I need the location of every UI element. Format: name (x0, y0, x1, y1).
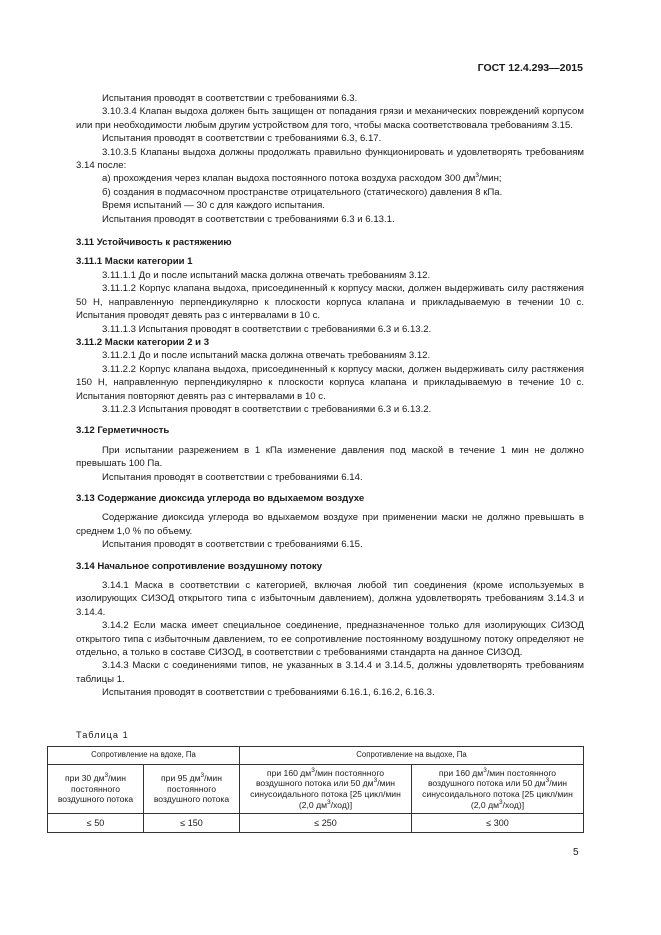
paragraph: Испытания проводят в соответствии с требованиями 6.15. (102, 539, 363, 551)
section-heading: 3.11 Устойчивость к растяжению (76, 237, 232, 249)
paragraph: Испытания проводят в соответствии с требованиями 6.3 и 6.13.1. (102, 213, 395, 225)
text: при 30 дм (65, 773, 105, 784)
text: /мин; (479, 173, 502, 185)
table-cell: ≤ 250 (240, 814, 412, 833)
paragraph: б) создания в подмасочном пространстве отрицательного (статического) давления 8 кПа. (102, 186, 503, 198)
paragraph: Время испытаний — 30 с для каждого испытания. (102, 200, 325, 212)
superscript: 3 (311, 766, 315, 774)
superscript: 3 (104, 772, 109, 780)
text: при 160 дм (266, 767, 312, 778)
superscript: 3 (475, 172, 480, 180)
table-header-row (48, 747, 584, 765)
text: /ход)] (502, 799, 525, 810)
table-cell: ≤ 300 (412, 814, 584, 833)
subheader-cell (412, 765, 584, 814)
superscript: 3 (483, 766, 487, 774)
superscript: 3 (545, 777, 550, 785)
text: /мин постоянного воздушного потока (57, 773, 134, 805)
resistance-table (47, 746, 584, 833)
paragraph: 3.14.1 Маска в соответствии с категорией, включая любой тип соединения (кроме используемых в изолирующих СИЗОД открытого типа с избыточным давлением), должна удовлетворять требованиям 3.14.3 и 3.14.4. (76, 580, 584, 618)
table-subheader-row (48, 765, 584, 814)
paragraph: Испытания проводят в соответствии с требованиями 6.16.1, 6.16.2, 6.16.3. (102, 687, 435, 699)
subheader-cell (48, 765, 144, 814)
paragraph: 3.14.3 Маски с соединениями типов, не указанных в 3.14.4 и 3.14.5, должны удовлетворять требованиям таблицы 1. (76, 660, 584, 685)
subheader-cell (144, 765, 240, 814)
table-cell: ≤ 150 (144, 814, 240, 833)
paragraph: 3.10.3.5 Клапаны выдоха должны продолжать правильно функционировать и удовлетворять требованиям 3.14 после: (76, 146, 584, 172)
text: /мин синусоидального потока [25 цикл/мин (2,0 дм (250, 778, 401, 810)
text: /мин постоянного воздушного потока (153, 773, 230, 805)
superscript: 3 (373, 777, 378, 785)
section-heading: 3.12 Герметичность (76, 425, 170, 437)
paragraph: 3.14.2 Если маска имеет специальное соединение, предназначенное только для изолирующих СИЗОД открытого типа с избыточным давлением, то ее сопротивление постоянному воздушному потоку определяют не отдельно, а только в составе СИЗОД, в соответствии с требованиями стандарта на данное СИЗОД. (76, 620, 584, 659)
text: при 160 дм (438, 767, 484, 778)
section-heading: 3.14 Начальное сопротивление воздушному потоку (76, 560, 323, 572)
table-cell: ≤ 50 (48, 814, 144, 833)
text: /мин постоянного воздушного потока или 50 дм (255, 767, 385, 789)
paragraph: Испытания проводят в соответствии с требованиями 6.3, 6.17. (102, 133, 382, 145)
table-row (48, 814, 584, 833)
header-inhale: Сопротивление на вдохе, Па (48, 747, 240, 765)
paragraph: 3.11.2.1 До и после испытаний маска должна отвечать требованиям 3.12. (102, 350, 431, 362)
paragraph: Испытания проводят в соответствии с требованиями 6.3. (102, 93, 358, 104)
header-exhale: Сопротивление на выдохе, Па (240, 747, 584, 765)
text: а) прохождения через клапан выдоха постоянного потока воздуха расходом 300 дм (102, 173, 476, 185)
subheader-cell (240, 765, 412, 814)
body-text (76, 92, 584, 700)
page-number: 5 (573, 847, 579, 858)
text: при 95 дм (161, 773, 201, 784)
document-number: ГОСТ 12.4.293—2015 (477, 62, 583, 74)
superscript: 3 (327, 798, 331, 806)
text: /мин постоянного воздушного потока или 50 дм (427, 767, 557, 789)
paragraph: 3.11.2.2 Корпус клапана выдоха, присоединенный к корпусу маски, должен выдерживать силу растяжения 150 Н, направленную перпендикулярно к плоскости корпуса клапана и прикладываемую в течение 10 с. Испытания повторяют девять раз с интервалами в 10 с. (76, 363, 584, 402)
text: /ход)] (330, 799, 353, 810)
subsection-heading: 3.11.1 Маски категории 1 (76, 256, 193, 268)
paragraph: 3.10.3.4 Клапан выдоха должен быть защищен от попадания грязи и механических повреждений корпусом или при необходимости любым другим устройством для того, чтобы маска соответствовала требованиям 3.15. (76, 106, 584, 131)
superscript: 3 (200, 772, 205, 780)
text: /мин синусоидального потока [25 цикл/мин (2,0 дм (422, 778, 573, 810)
subsection-heading: 3.11.2 Маски категории 2 и 3 (76, 336, 210, 348)
paragraph: 3.11.2.3 Испытания проводят в соответствии с требованиями 6.3 и 6.13.2. (102, 403, 432, 415)
paragraph: 3.11.1.1 До и после испытаний маска должна отвечать требованиям 3.12. (102, 269, 431, 281)
paragraph (76, 172, 584, 185)
paragraph: Содержание диоксида углерода во вдыхаемом воздухе при применении маски не должно превышать в среднем 1,0 % по объему. (76, 512, 584, 537)
table-caption: Таблица 1 (76, 730, 129, 740)
paragraph: 3.11.1.3 Испытания проводят в соответствии с требованиями 6.3 и 6.13.2. (102, 323, 432, 335)
paragraph: При испытании разрежением в 1 кПа изменение давления под маской в течение 1 мин не должно превышать 100 Па. (76, 444, 584, 470)
superscript: 3 (499, 798, 503, 806)
section-heading: 3.13 Содержание диоксида углерода во вдыхаемом воздухе (76, 492, 365, 504)
paragraph: Испытания проводят в соответствии с требованиями 6.14. (102, 471, 363, 483)
paragraph: 3.11.1.2 Корпус клапана выдоха, присоединенный к корпусу маски, должен выдерживать силу растяжения 50 Н, направленную перпендикулярно к плоскости корпуса клапана и прикладываемую в течении 10 с. Испытания проводят девять раз с интервалами в 10 с. (76, 283, 584, 322)
